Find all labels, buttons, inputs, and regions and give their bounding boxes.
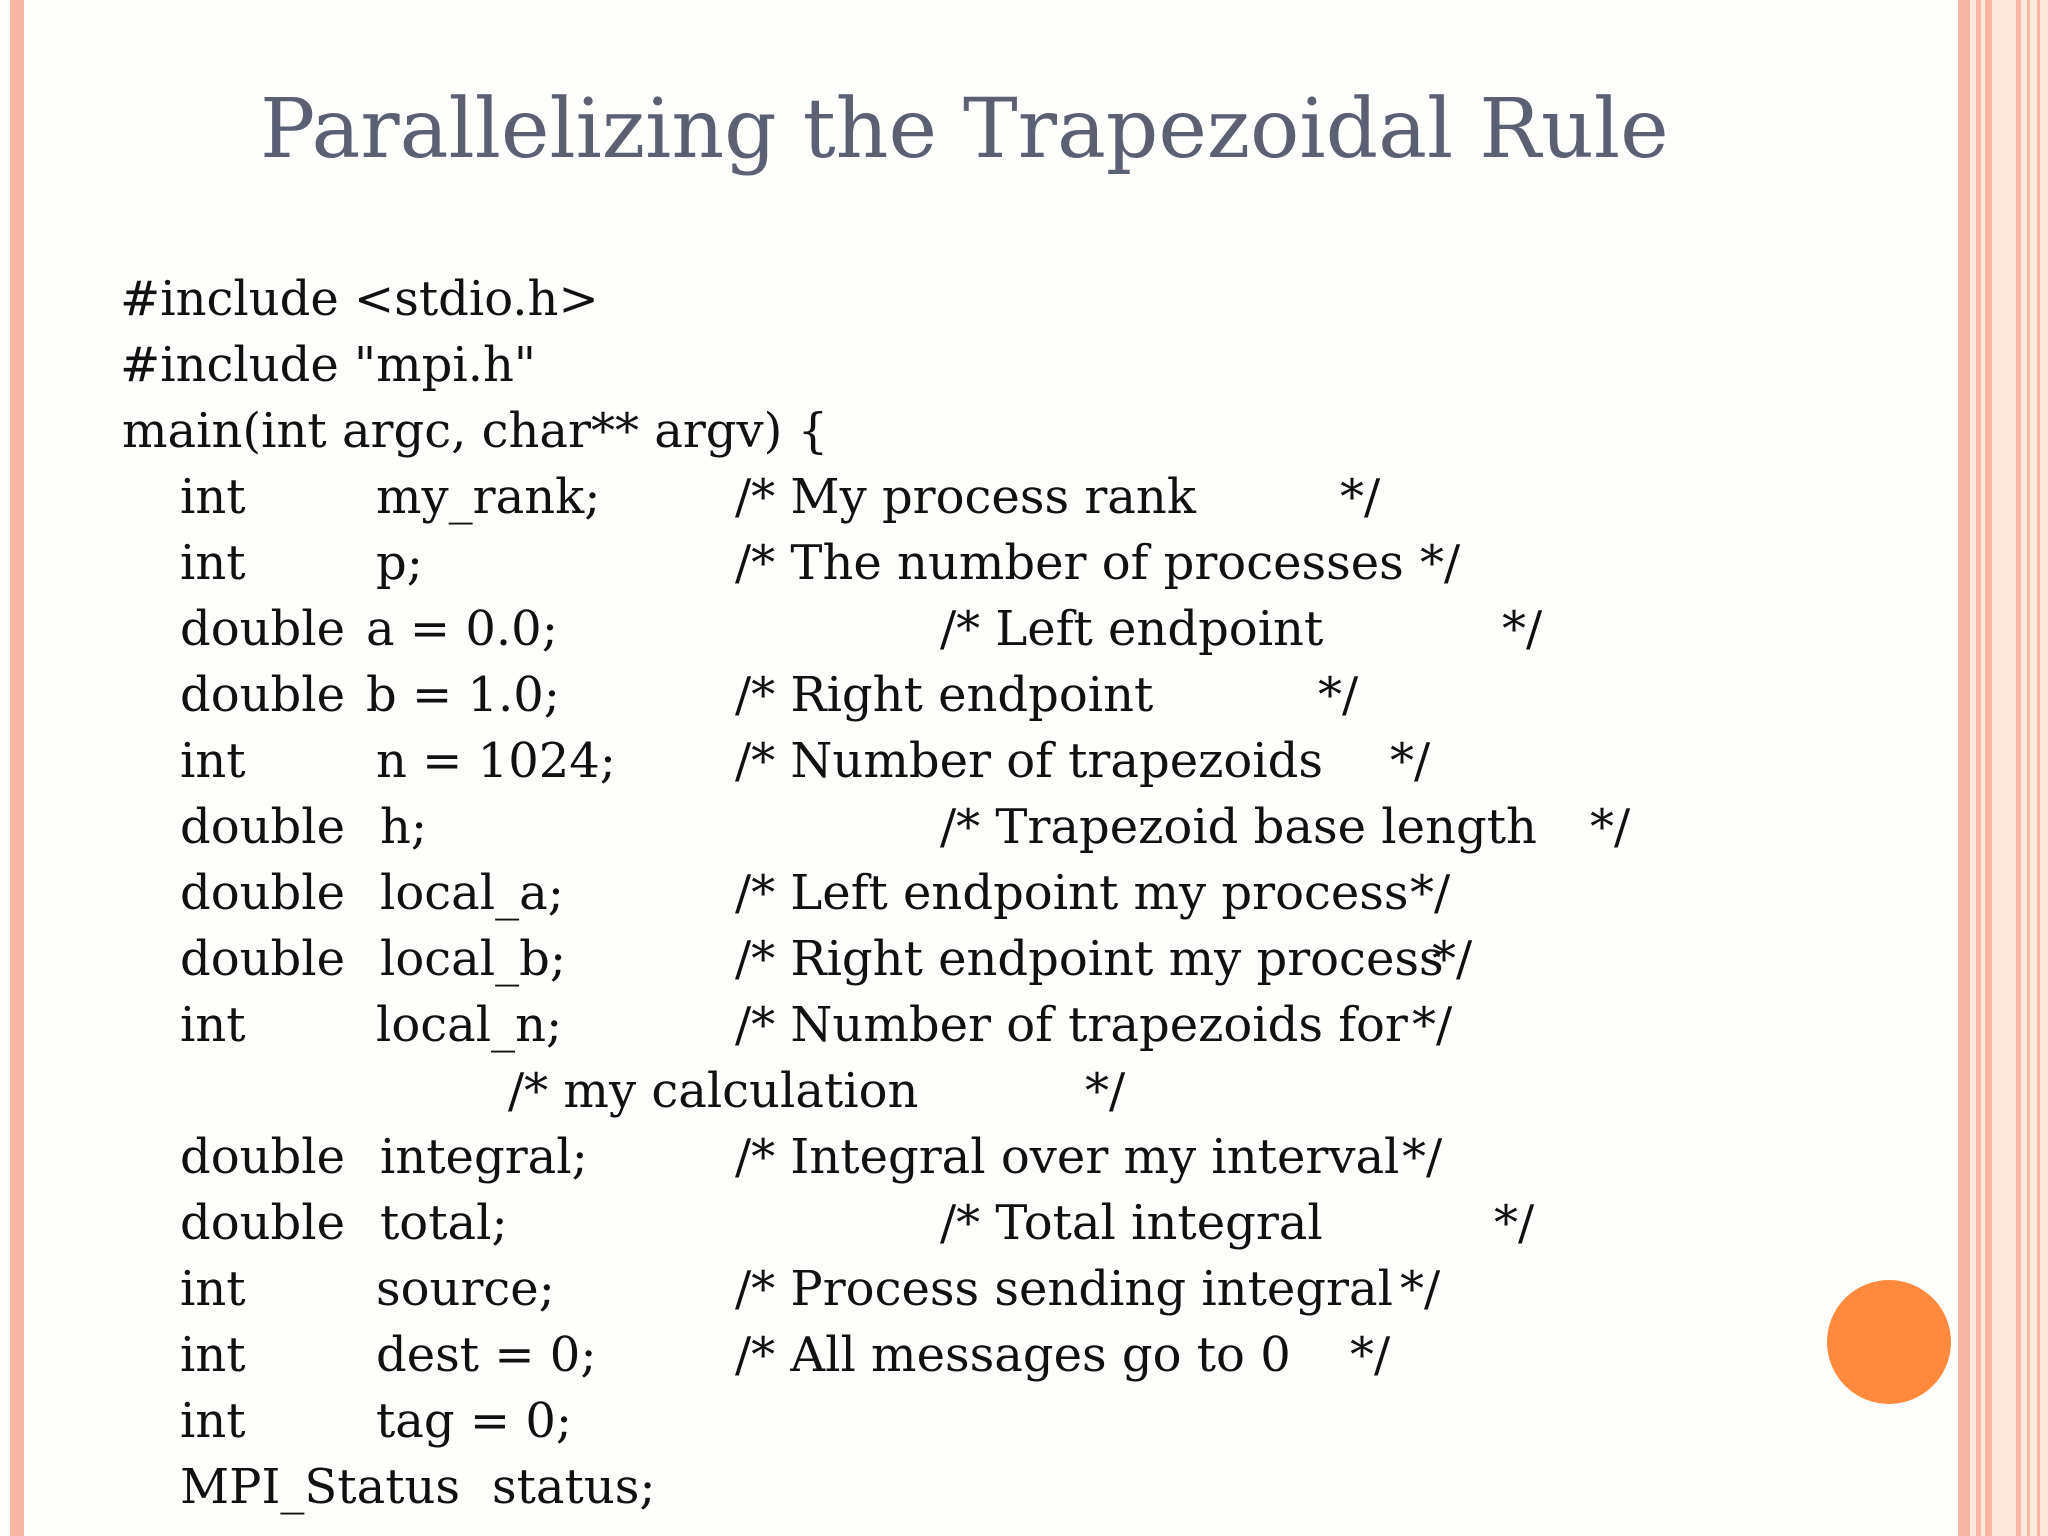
decl-name: h; — [380, 799, 428, 855]
orange-accent-dot — [1827, 1280, 1951, 1404]
decl-comment: /* Right endpoint my process — [735, 931, 1444, 987]
comment-close: */ — [1350, 1327, 1391, 1383]
comment-close: */ — [1590, 799, 1631, 855]
decl-name: p; — [376, 535, 423, 591]
decl-type: int — [180, 1393, 246, 1449]
right-accent-line — [1985, 0, 1992, 1536]
decl-type: MPI_Status — [180, 1459, 461, 1515]
decl-comment: /* Left endpoint — [940, 601, 1324, 657]
right-accent-line — [2016, 0, 2021, 1536]
decl-comment: /* Number of trapezoids for — [735, 997, 1408, 1053]
slide-title: Parallelizing the Trapezoidal Rule — [260, 82, 1669, 177]
decl-type: double — [180, 931, 346, 987]
decl-type: int — [180, 997, 246, 1053]
right-accent-line — [2037, 0, 2040, 1536]
decl-comment: /* Total integral — [940, 1195, 1323, 1251]
comment-close: */ — [1400, 1261, 1441, 1317]
decl-type: double — [180, 799, 346, 855]
comment-close: */ — [1340, 469, 1381, 525]
decl-name: my_rank; — [376, 469, 601, 525]
decl-type: int — [180, 1261, 246, 1317]
decl-comment: /* My process rank — [735, 469, 1196, 525]
decl-comment: /* my calculation — [508, 1063, 919, 1119]
comment-close: */ — [1494, 1195, 1535, 1251]
decl-comment: /* Process sending integral — [735, 1261, 1393, 1317]
decl-comment: /* Number of trapezoids — [735, 733, 1323, 789]
right-accent-line — [2027, 0, 2030, 1536]
decl-name: integral; — [380, 1129, 588, 1185]
comment-close: */ — [1420, 535, 1461, 591]
decl-type: int — [180, 733, 246, 789]
decl-type: double — [180, 601, 346, 657]
decl-name: local_a; — [380, 865, 564, 921]
comment-close: */ — [1390, 733, 1431, 789]
decl-comment: /* Right endpoint — [735, 667, 1154, 723]
include-directive: #include <stdio.h> — [120, 271, 599, 327]
comment-close: */ — [1402, 1129, 1443, 1185]
decl-name: total; — [380, 1195, 508, 1251]
decl-type: int — [180, 1327, 246, 1383]
decl-name: dest = 0; — [376, 1327, 597, 1383]
decl-name: tag = 0; — [376, 1393, 573, 1449]
decl-type: double — [180, 1195, 346, 1251]
decl-comment: /* Integral over my interval — [735, 1129, 1400, 1185]
decl-name: source; — [376, 1261, 555, 1317]
comment-close: */ — [1502, 601, 1543, 657]
include-directive: #include "mpi.h" — [120, 337, 536, 393]
decl-comment: /* All messages go to 0 — [735, 1327, 1291, 1383]
comment-close: */ — [1085, 1063, 1126, 1119]
right-accent-line — [1976, 0, 1981, 1536]
decl-name: status; — [492, 1459, 656, 1515]
decl-name: local_b; — [380, 931, 566, 987]
decl-type: int — [180, 469, 246, 525]
decl-name: b = 1.0; — [366, 667, 560, 723]
decl-type: double — [180, 865, 346, 921]
right-accent-band — [1958, 0, 2048, 1536]
decl-type: int — [180, 535, 246, 591]
main-signature: main(int argc, char** argv) { — [122, 403, 829, 459]
decl-type: double — [180, 667, 346, 723]
right-accent-line — [1958, 0, 1970, 1536]
comment-close: */ — [1318, 667, 1359, 723]
decl-name: local_n; — [376, 997, 563, 1053]
comment-close: */ — [1412, 997, 1453, 1053]
decl-name: n = 1024; — [376, 733, 616, 789]
decl-name: a = 0.0; — [366, 601, 558, 657]
comment-close: */ — [1432, 931, 1473, 987]
decl-comment: /* The number of processes — [735, 535, 1404, 591]
decl-comment: /* Left endpoint my process — [735, 865, 1409, 921]
comment-close: */ — [1410, 865, 1451, 921]
decl-type: double — [180, 1129, 346, 1185]
decl-comment: /* Trapezoid base length — [940, 799, 1537, 855]
